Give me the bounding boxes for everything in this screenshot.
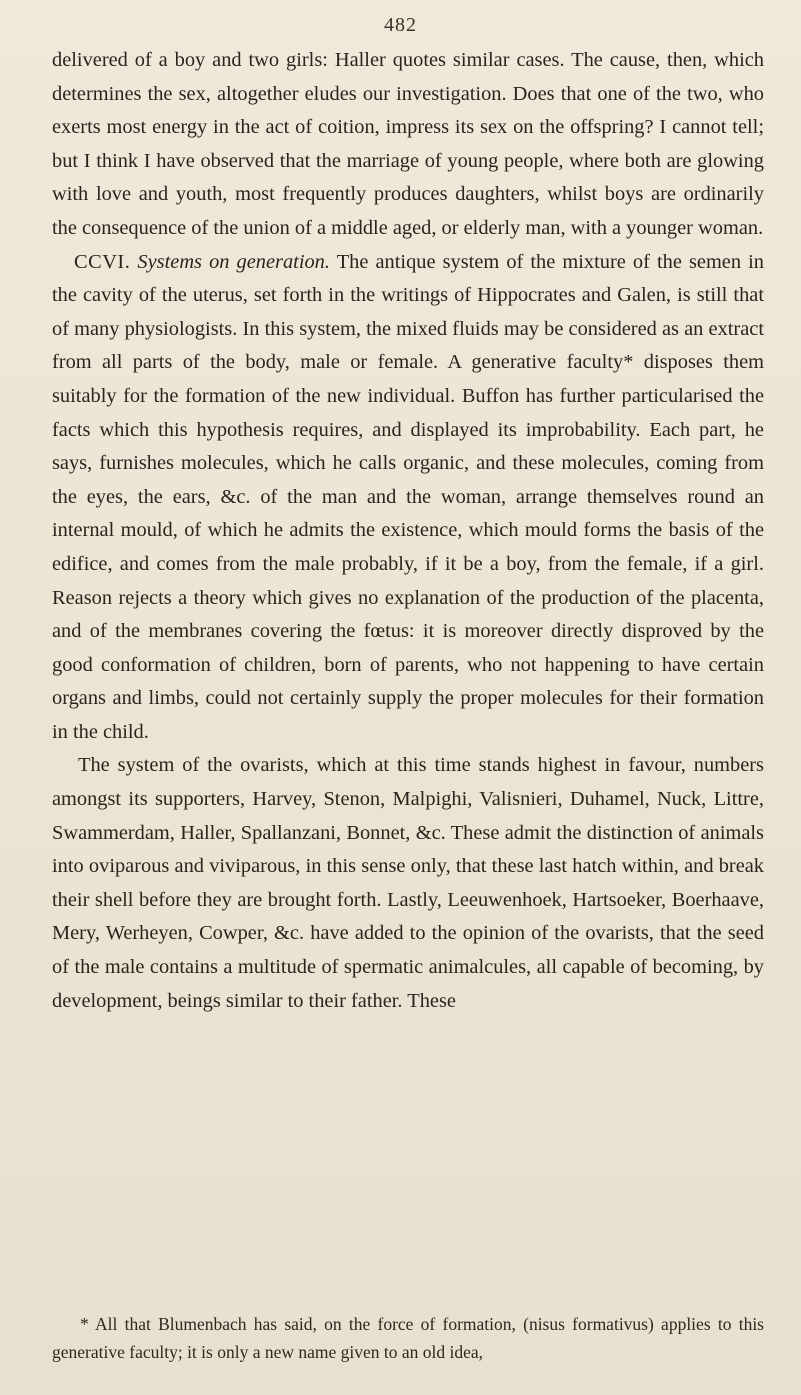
paragraph-section-ccvi (52, 246, 764, 750)
section-numeral: CCVI. (74, 250, 131, 273)
page-number: 482 (384, 14, 417, 36)
section-heading: Systems on generation. (137, 250, 330, 273)
body-text (52, 44, 764, 1018)
section-text: The antique system of the mixture of the semen in the cavity of the uterus, set forth in the writings of Hippocrates and Galen, is still that of many physiologists. In this system, the mixed fluids may be considered as an extract from all parts of the body, male or female. A generative faculty* disposes them suitably for the formation of the new individual. Buffon has further particularised the facts which this hypothesis requires, and displayed its improbability. Each part, he says, furnishes molecules, which he calls organic, and these molecules, coming from the eyes, the ears, &c. of the man and the woman, arrange themselves round an internal mould, of which he admits the existence, which mould forms the basis of the edifice, and comes from the male probably, if it be a boy, from the female, if a girl. Reason rejects a theory which gives no explanation of the production of the placenta, and of the membranes covering the fœtus: it is moreover directly disproved by the good conformation of children, born of parents, who not happening to have certain organs and limbs, could not certainly supply the proper molecules for their formation in the child. (52, 250, 764, 743)
footnote-text: * All that Blumenbach has said, on the force of formation, (nisus formativus) applies to this generative faculty; it is only a new name given to an old idea, (52, 1314, 764, 1362)
footnote (52, 1310, 764, 1366)
paragraph-ovarists: The system of the ovarists, which at this time stands highest in favour, numbers amongst its supporters, Harvey, Stenon, Malpighi, Valisnieri, Duhamel, Nuck, Littre, Swammerdam, Haller, Spallanzani, Bonnet, &c. These admit the distinction of animals into oviparous and viviparous, in this sense only, that these last hatch within, and break their shell before they are brought forth. Lastly, Leeuwenhoek, Hartsoeker, Boerhaave, Mery, Werheyen, Cowper, &c. have added to the opinion of the ovarists, that the seed of the male contains a multitude of spermatic animalcules, all capable of becoming, by development, beings similar to their father. These (52, 754, 764, 1012)
paragraph-continuation: delivered of a boy and two girls: Haller quotes similar cases. The cause, then, which determines the sex, altogether eludes our investigation. Does that one of the two, who exerts most energy in the act of coition, impress its sex on the offspring? I cannot tell; but I think I have observed that the marriage of young people, where both are glowing with love and youth, most frequently produces daughters, whilst boys are ordinarily the consequence of the union of a middle aged, or elderly man, with a younger woman. (52, 49, 764, 239)
